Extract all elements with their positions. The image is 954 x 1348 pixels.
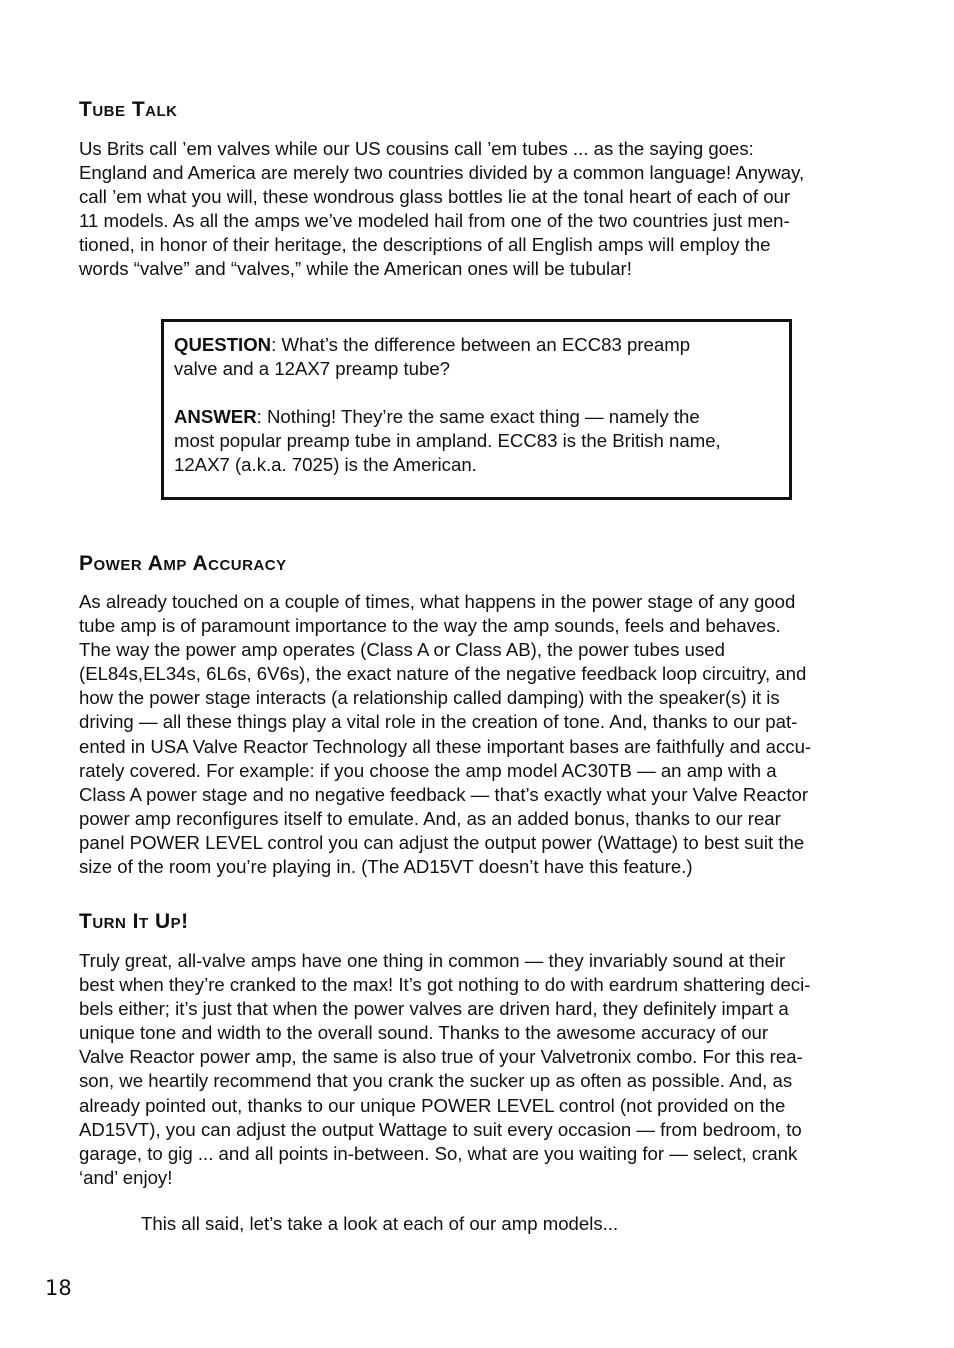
question-text: : What’s the difference between an ECC83 preamp	[271, 334, 691, 355]
body-line: how the power stage interacts (a relationship called damping) with the speaker(s) it is	[79, 687, 780, 709]
body-line: Class A power stage and no negative feedback — that’s exactly what your Valve Reactor	[79, 783, 809, 805]
page-number: 18	[45, 1276, 72, 1300]
body-line: AD15VT), you can adjust the output Wattage to suit every occasion — from bedroom, to	[79, 1118, 802, 1140]
body-line: unique tone and width to the overall sound. Thanks to the awesome accuracy of our	[79, 1022, 769, 1044]
section-body-power-amp-accuracy	[79, 590, 879, 879]
body-line: rately covered. For example: if you choose the amp model AC30TB — an amp with a	[79, 759, 777, 781]
body-line: ‘and’ enjoy!	[79, 1166, 173, 1188]
body-line: 11 models. As all the amps we’ve modeled hail from one of the two countries just men-	[79, 210, 790, 232]
answer-line	[174, 405, 779, 429]
body-line: bels either; it’s just that when the power valves are driven hard, they definitely impart a	[79, 998, 789, 1020]
question-block	[174, 333, 779, 381]
body-line: England and America are merely two countries divided by a common language! Anyway,	[79, 162, 805, 184]
body-line: Us Brits call ’em valves while our US cousins call ’em tubes ... as the saying goes:	[79, 138, 754, 159]
body-line: As already touched on a couple of times, what happens in the power stage of any good	[79, 591, 796, 612]
body-line: words “valve” and “valves,” while the American ones will be tubular!	[79, 258, 632, 280]
body-line: call ’em what you will, these wondrous glass bottles lie at the tonal heart of each of our	[79, 186, 791, 208]
body-line: tube amp is of paramount importance to the way the amp sounds, feels and behaves.	[79, 615, 781, 637]
section-heading-turn-it-up: Turn It Up!	[79, 910, 189, 933]
body-line: Valve Reactor power amp, the same is also true of your Valvetronix combo. For this rea-	[79, 1046, 803, 1068]
question-line: valve and a 12AX7 preamp tube?	[174, 358, 451, 380]
body-line: The way the power amp operates (Class A or Class AB), the power tubes used	[79, 639, 725, 661]
body-line: size of the room you’re playing in. (The AD15VT doesn’t have this feature.)	[79, 856, 693, 878]
answer-block	[174, 405, 779, 477]
answer-line: most popular preamp tube in ampland. ECC83 is the British name,	[174, 430, 721, 452]
question-label: QUESTION	[174, 334, 272, 355]
body-line: son, we heartily recommend that you crank the sucker up as often as possible. And, as	[79, 1070, 793, 1092]
body-line: Truly great, all-valve amps have one thing in common — they invariably sound at their	[79, 950, 786, 971]
body-line: panel POWER LEVEL control you can adjust the output power (Wattage) to best suit the	[79, 831, 805, 853]
body-line: best when they’re cranked to the max! It’s got nothing to do with eardrum shattering deci-	[79, 974, 811, 996]
answer-label: ANSWER	[174, 406, 257, 427]
body-line: already pointed out, thanks to our unique POWER LEVEL control (not provided on the	[79, 1094, 786, 1116]
body-line: tioned, in honor of their heritage, the descriptions of all English amps will employ the	[79, 234, 771, 256]
section-heading-power-amp-accuracy: Power Amp Accuracy	[79, 552, 287, 575]
section-body-tube-talk	[79, 137, 879, 282]
body-line: garage, to gig ... and all points in-between. So, what are you waiting for — select, crank	[79, 1142, 798, 1164]
answer-text: : Nothing! They’re the same exact thing — namely the	[256, 406, 700, 427]
body-line: (EL84s,EL34s, 6L6s, 6V6s), the exact nature of the negative feedback loop circuitry, and	[79, 663, 807, 685]
qa-callout-box	[161, 319, 792, 500]
closing-sentence: This all said, let’s take a look at each of our amp models...	[141, 1213, 619, 1234]
body-line: power amp reconfigures itself to emulate. And, as an added bonus, thanks to our rear	[79, 807, 781, 829]
body-line: driving — all these things play a vital role in the creation of tone. And, thanks to our pat-	[79, 711, 798, 733]
section-heading-tube-talk: Tube Talk	[79, 98, 178, 121]
answer-line: 12AX7 (a.k.a. 7025) is the American.	[174, 454, 477, 476]
section-body-turn-it-up	[79, 949, 879, 1190]
body-line: ented in USA Valve Reactor Technology all these important bases are faithfully and accu-	[79, 735, 812, 757]
question-line	[174, 333, 779, 357]
